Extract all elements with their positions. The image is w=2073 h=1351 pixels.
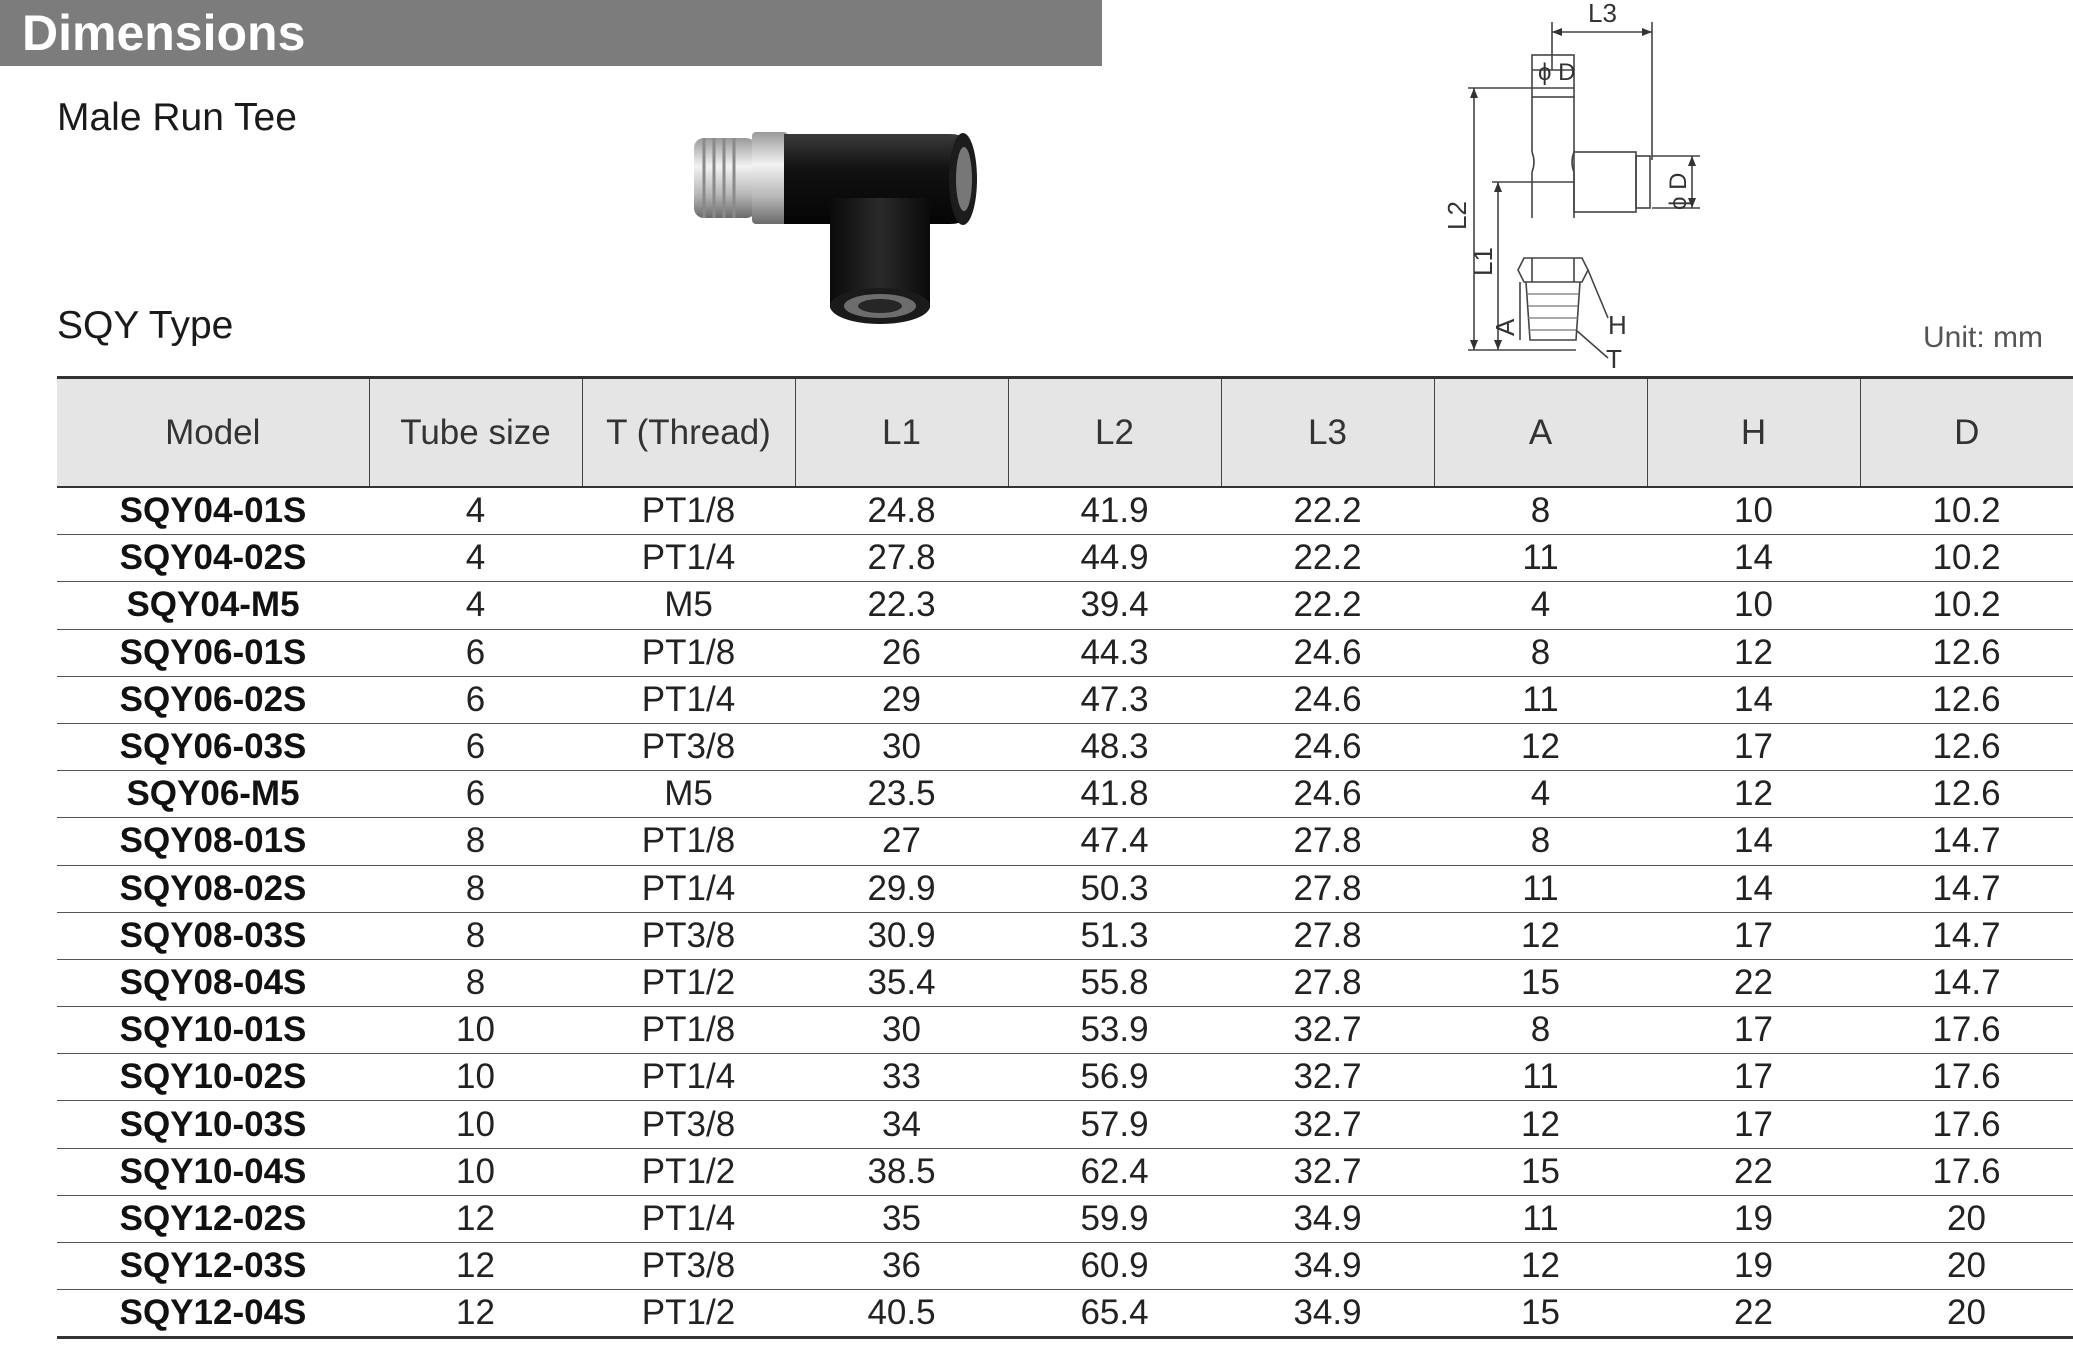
cell-h: 10 <box>1647 487 1860 535</box>
thread <box>1526 282 1580 340</box>
cell-tube-size: 8 <box>369 818 582 865</box>
table-row <box>57 676 2073 723</box>
header-model: Model <box>57 378 369 488</box>
cell-l1: 23.5 <box>795 771 1008 818</box>
right-collet <box>956 147 972 211</box>
cell-l1: 27 <box>795 818 1008 865</box>
cell-d: 12.6 <box>1860 771 2073 818</box>
cell-model: SQY10-04S <box>57 1148 369 1195</box>
phi-d-top-label: ϕ D <box>1538 59 1576 86</box>
cell-tube-size: 4 <box>369 582 582 629</box>
cell-thread: PT1/8 <box>582 818 795 865</box>
cell-model: SQY04-02S <box>57 535 369 582</box>
header-d: D <box>1860 378 2073 488</box>
cell-thread: PT3/8 <box>582 723 795 770</box>
product-name: Male Run Tee <box>57 96 297 139</box>
table-row <box>57 1243 2073 1290</box>
cell-h: 17 <box>1647 1007 1860 1054</box>
cell-l1: 35.4 <box>795 959 1008 1006</box>
cell-a: 11 <box>1434 1054 1647 1101</box>
cell-l1: 30.9 <box>795 912 1008 959</box>
cell-l2: 47.4 <box>1008 818 1221 865</box>
cell-tube-size: 10 <box>369 1148 582 1195</box>
cell-h: 14 <box>1647 818 1860 865</box>
cell-l1: 30 <box>795 723 1008 770</box>
cell-d: 14.7 <box>1860 959 2073 1006</box>
cell-tube-size: 6 <box>369 676 582 723</box>
cell-l3: 24.6 <box>1221 676 1434 723</box>
cell-a: 8 <box>1434 629 1647 676</box>
table-row <box>57 818 2073 865</box>
cell-l2: 47.3 <box>1008 676 1221 723</box>
cell-model: SQY10-03S <box>57 1101 369 1148</box>
cell-l3: 22.2 <box>1221 535 1434 582</box>
header-tube-size: Tube size <box>369 378 582 488</box>
cell-model: SQY12-02S <box>57 1195 369 1242</box>
cell-l2: 39.4 <box>1008 582 1221 629</box>
cell-a: 11 <box>1434 535 1647 582</box>
cell-thread: PT1/2 <box>582 959 795 1006</box>
cell-l3: 32.7 <box>1221 1007 1434 1054</box>
cell-thread: PT3/8 <box>582 912 795 959</box>
header-a: A <box>1434 378 1647 488</box>
cell-l1: 34 <box>795 1101 1008 1148</box>
cell-h: 12 <box>1647 771 1860 818</box>
cell-model: SQY06-03S <box>57 723 369 770</box>
cell-h: 22 <box>1734 1293 1773 1333</box>
cell-l3: 24.6 <box>1221 629 1434 676</box>
header-thread: T (Thread) <box>582 378 795 488</box>
dimension-table <box>57 376 2073 1339</box>
cell-d: 12.6 <box>1860 629 2073 676</box>
cell-l3: 22.2 <box>1221 487 1434 535</box>
cell-l3: 34.9 <box>1221 1243 1434 1290</box>
l2-label: L2 <box>1442 201 1472 230</box>
cell-l3: 32.7 <box>1221 1148 1434 1195</box>
cell-l3: 27.8 <box>1221 959 1434 1006</box>
cell-model: SQY08-03S <box>57 912 369 959</box>
cell-thread: PT1/4 <box>582 1054 795 1101</box>
table-row <box>57 1290 2073 1338</box>
cell-tube-size: 12 <box>456 1293 495 1333</box>
cell-h: 14 <box>1647 535 1860 582</box>
cell-l3: 34.9 <box>1221 1195 1434 1242</box>
cell-model: SQY06-02S <box>57 676 369 723</box>
t-leader <box>1576 330 1608 358</box>
cell-l1: 30 <box>795 1007 1008 1054</box>
cell-a: 11 <box>1434 1195 1647 1242</box>
cell-l2: 62.4 <box>1008 1148 1221 1195</box>
table-row <box>57 629 2073 676</box>
cell-model: SQY04-01S <box>57 487 369 535</box>
cell-a: 12 <box>1434 723 1647 770</box>
cell-model: SQY04-M5 <box>57 582 369 629</box>
cell-l1: 22.3 <box>795 582 1008 629</box>
h-label: H <box>1608 310 1627 340</box>
cell-d: 12.6 <box>1860 676 2073 723</box>
cell-tube-size: 10 <box>369 1007 582 1054</box>
cell-h: 19 <box>1647 1243 1860 1290</box>
table-row <box>57 1195 2073 1242</box>
table-row <box>57 582 2073 629</box>
header-h: H <box>1647 378 1860 488</box>
cell-l1: 26 <box>795 629 1008 676</box>
cell-l2: 41.8 <box>1008 771 1221 818</box>
cell-l1: 24.8 <box>795 487 1008 535</box>
cell-model: SQY08-04S <box>57 959 369 1006</box>
cell-model: SQY06-M5 <box>57 771 369 818</box>
table-row <box>57 1054 2073 1101</box>
h-leader <box>1588 270 1608 318</box>
cell-l1: 36 <box>795 1243 1008 1290</box>
cell-tube-size: 10 <box>369 1054 582 1101</box>
a-label: A <box>1490 318 1520 336</box>
cell-l2: 57.9 <box>1008 1101 1221 1148</box>
cell-thread: M5 <box>582 582 795 629</box>
table-row <box>57 1101 2073 1148</box>
l3-label: L3 <box>1588 0 1617 28</box>
cell-model: SQY06-01S <box>57 629 369 676</box>
cell-l2: 60.9 <box>1008 1243 1221 1290</box>
cell-tube-size: 8 <box>369 959 582 1006</box>
cell-l2: 51.3 <box>1008 912 1221 959</box>
cell-l3: 24.6 <box>1221 771 1434 818</box>
cell-tube-size: 12 <box>369 1243 582 1290</box>
cell-l2: 65.4 <box>1080 1293 1149 1333</box>
hex-nut <box>752 132 788 224</box>
cell-thread: PT1/4 <box>582 1195 795 1242</box>
cell-l3: 34.9 <box>1293 1293 1362 1333</box>
section-banner <box>0 0 1102 66</box>
cell-model: SQY10-02S <box>57 1054 369 1101</box>
cell-l3: 27.8 <box>1221 865 1434 912</box>
cell-l3: 32.7 <box>1221 1101 1434 1148</box>
cell-a: 15 <box>1434 1148 1647 1195</box>
cell-h: 17 <box>1647 1054 1860 1101</box>
cell-model: SQY12-03S <box>57 1243 369 1290</box>
cell-d: 14.7 <box>1860 865 2073 912</box>
cell-a: 8 <box>1434 818 1647 865</box>
cell-h: 10 <box>1647 582 1860 629</box>
cell-l1: 29.9 <box>795 865 1008 912</box>
table-row <box>57 535 2073 582</box>
table-row <box>57 912 2073 959</box>
table-row <box>57 771 2073 818</box>
cell-tube-size: 6 <box>369 629 582 676</box>
cell-h: 17 <box>1647 723 1860 770</box>
cell-l1: 29 <box>795 676 1008 723</box>
cell-tube-size: 6 <box>369 771 582 818</box>
cell-thread: PT1/8 <box>582 1007 795 1054</box>
product-photo <box>680 118 1060 338</box>
cell-d: 14.7 <box>1860 912 2073 959</box>
cell-h: 12 <box>1647 629 1860 676</box>
table-row <box>57 959 2073 1006</box>
cell-l3: 32.7 <box>1221 1054 1434 1101</box>
dimension-drawing <box>1380 0 1740 372</box>
cell-d: 17.6 <box>1860 1148 2073 1195</box>
unit-label: Unit: mm <box>1923 321 2043 354</box>
cell-h: 22 <box>1647 959 1860 1006</box>
phi-d-side-label: ϕ D <box>1665 172 1692 210</box>
cell-l3: 22.2 <box>1221 582 1434 629</box>
cell-thread: PT3/8 <box>582 1101 795 1148</box>
cell-l1: 35 <box>795 1195 1008 1242</box>
cell-l2: 44.3 <box>1008 629 1221 676</box>
cell-a: 11 <box>1434 865 1647 912</box>
header-l2: L2 <box>1008 378 1221 488</box>
cell-l2: 55.8 <box>1008 959 1221 1006</box>
cell-a: 4 <box>1434 771 1647 818</box>
body-column <box>1532 97 1574 152</box>
cell-a: 15 <box>1521 1293 1560 1333</box>
header-l3: L3 <box>1221 378 1434 488</box>
cell-l2: 44.9 <box>1008 535 1221 582</box>
side-port <box>1636 156 1650 208</box>
cell-thread: PT1/8 <box>582 629 795 676</box>
cell-a: 12 <box>1434 1243 1647 1290</box>
cell-model: SQY08-01S <box>57 818 369 865</box>
type-title: SQY Type <box>57 304 234 347</box>
cell-thread: PT1/4 <box>582 676 795 723</box>
cell-thread: M5 <box>582 771 795 818</box>
cell-thread: PT1/2 <box>641 1293 736 1333</box>
cell-model: SQY12-04S <box>119 1293 307 1333</box>
cell-l1: 27.8 <box>795 535 1008 582</box>
cell-l2: 56.9 <box>1008 1054 1221 1101</box>
table-row <box>57 1148 2073 1195</box>
table-header-row <box>57 378 2073 488</box>
cell-tube-size: 10 <box>369 1101 582 1148</box>
cell-l1: 40.5 <box>867 1293 936 1333</box>
cell-h: 22 <box>1647 1148 1860 1195</box>
cell-d: 14.7 <box>1860 818 2073 865</box>
cell-l3: 27.8 <box>1221 912 1434 959</box>
cell-l2: 48.3 <box>1008 723 1221 770</box>
cell-thread: PT1/4 <box>582 865 795 912</box>
cell-a: 11 <box>1434 676 1647 723</box>
cell-l3: 27.8 <box>1221 818 1434 865</box>
cell-l1: 38.5 <box>795 1148 1008 1195</box>
table-row <box>57 1007 2073 1054</box>
cell-l2: 41.9 <box>1008 487 1221 535</box>
cell-model: SQY08-02S <box>57 865 369 912</box>
cell-tube-size: 8 <box>369 912 582 959</box>
cell-l2: 59.9 <box>1008 1195 1221 1242</box>
side-branch <box>1574 152 1636 212</box>
table-row <box>57 723 2073 770</box>
cell-d: 12.6 <box>1860 723 2073 770</box>
cell-tube-size: 12 <box>369 1195 582 1242</box>
cell-tube-size: 6 <box>369 723 582 770</box>
section-title: Dimensions <box>22 5 306 61</box>
cell-a: 15 <box>1434 959 1647 1006</box>
cell-a: 8 <box>1434 1007 1647 1054</box>
t-label: T <box>1606 344 1622 372</box>
cell-tube-size: 8 <box>369 865 582 912</box>
header-l1: L1 <box>795 378 1008 488</box>
cell-d: 20 <box>1860 1243 2073 1290</box>
cell-a: 4 <box>1434 582 1647 629</box>
hex <box>1518 258 1588 282</box>
cell-l1: 33 <box>795 1054 1008 1101</box>
cell-thread: PT1/8 <box>582 487 795 535</box>
cell-d: 17.6 <box>1860 1101 2073 1148</box>
cell-d: 10.2 <box>1860 535 2073 582</box>
cell-d: 17.6 <box>1860 1054 2073 1101</box>
cell-d: 20 <box>1860 1195 2073 1242</box>
cell-l2: 53.9 <box>1008 1007 1221 1054</box>
cell-thread: PT3/8 <box>582 1243 795 1290</box>
cell-model: SQY10-01S <box>57 1007 369 1054</box>
cell-l3: 24.6 <box>1221 723 1434 770</box>
cell-h: 17 <box>1647 1101 1860 1148</box>
cell-tube-size: 4 <box>369 535 582 582</box>
cell-a: 8 <box>1434 487 1647 535</box>
l1-label: L1 <box>1468 247 1498 276</box>
table-row <box>57 487 2073 535</box>
cell-d: 10.2 <box>1860 487 2073 535</box>
cell-h: 14 <box>1647 676 1860 723</box>
cell-a: 12 <box>1434 912 1647 959</box>
cell-h: 14 <box>1647 865 1860 912</box>
cell-l2: 50.3 <box>1008 865 1221 912</box>
cell-h: 17 <box>1647 912 1860 959</box>
cell-h: 19 <box>1647 1195 1860 1242</box>
cell-thread: PT1/4 <box>582 535 795 582</box>
cell-d: 20 <box>1947 1293 1986 1333</box>
cell-a: 12 <box>1434 1101 1647 1148</box>
cell-d: 10.2 <box>1860 582 2073 629</box>
table-row <box>57 865 2073 912</box>
cell-d: 17.6 <box>1860 1007 2073 1054</box>
cell-tube-size: 4 <box>369 487 582 535</box>
bottom-port <box>858 299 902 313</box>
cell-thread: PT1/2 <box>582 1148 795 1195</box>
